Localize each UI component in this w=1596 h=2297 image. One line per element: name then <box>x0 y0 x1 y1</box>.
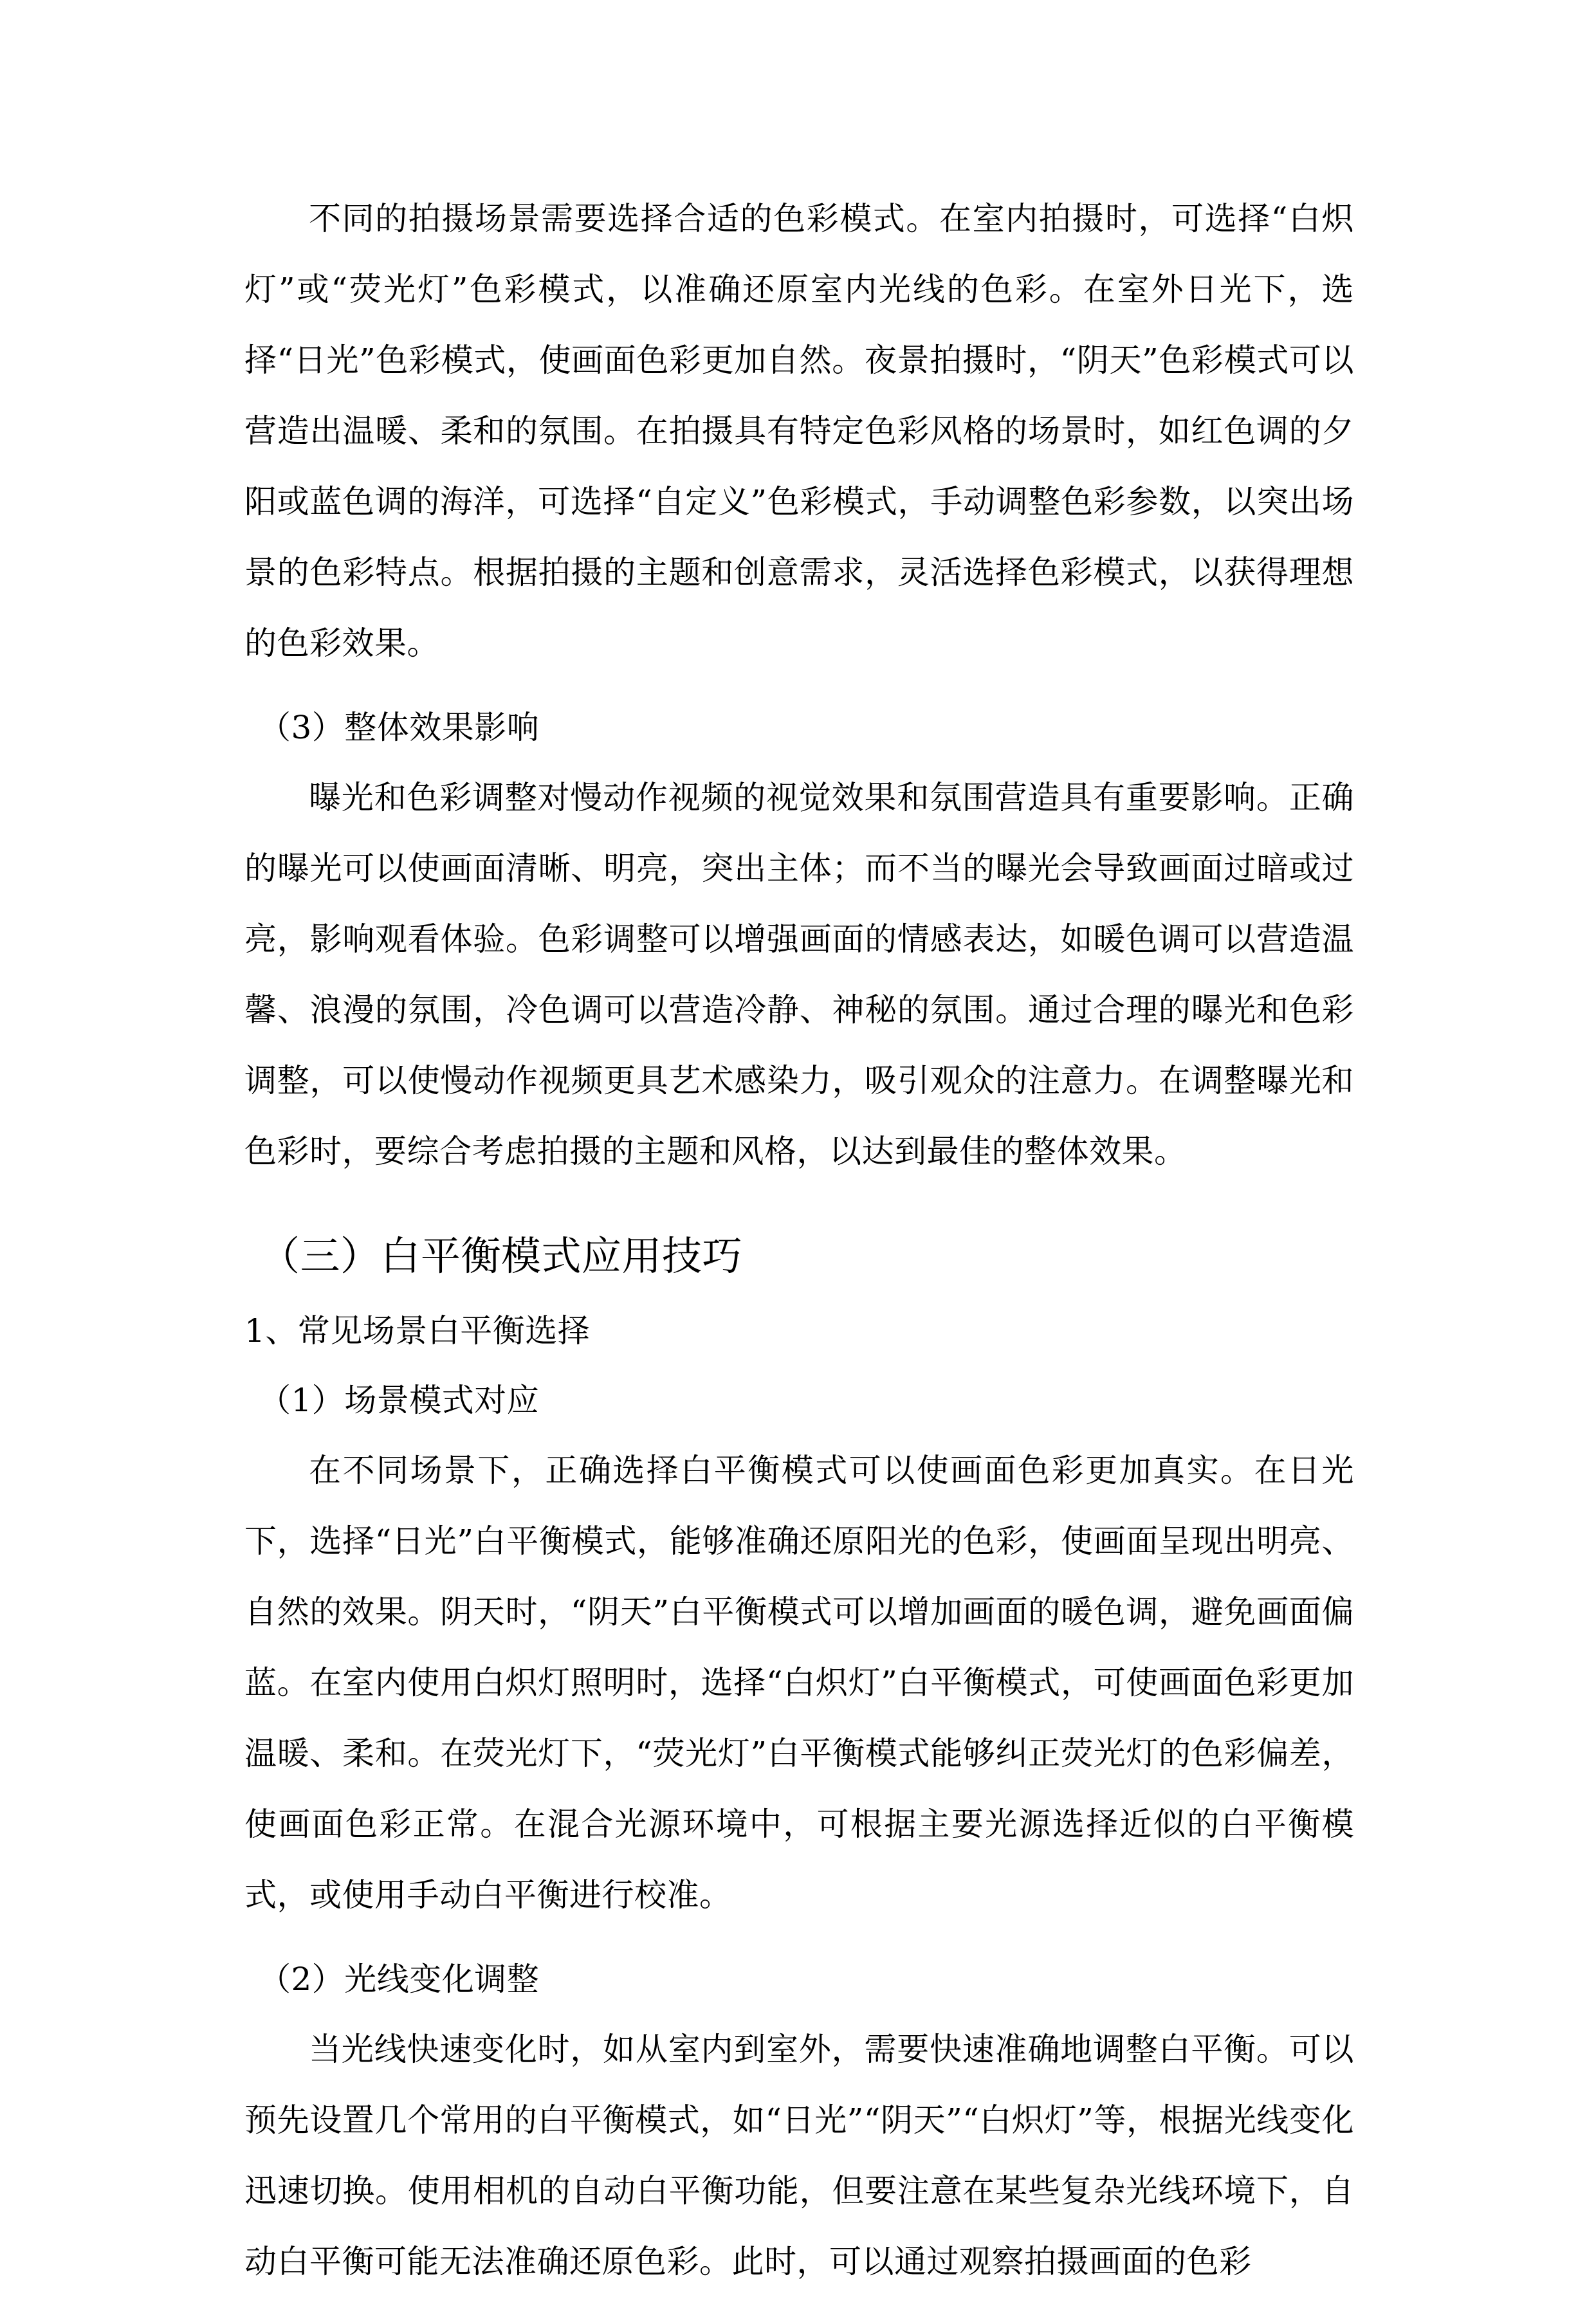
heading-light-change-adjust: （2）光线变化调整 <box>259 1961 540 1998</box>
heading-common-scene-white-balance: 1、常见场景白平衡选择 <box>244 1312 591 1350</box>
spacer <box>244 679 1354 693</box>
paragraph-light-change-adjust: 当光线快速变化时，如从室内到室外，需要快速准确地调整白平衡。可以预先设置几个常用的白平衡模式，如“日光”“阴天”“白炽灯”等，根据光线变化迅速切换。使用相机的自动白平衡功能，但要注意在某些复杂光线环境下，自动白平衡可能无法准确还原色彩。此时，可以通过观察拍摄画面的色彩 <box>244 2031 1354 2280</box>
paragraph-scene-mode-match: 在不同场景下，正确选择白平衡模式可以使画面色彩更加真实。在日光下，选择“日光”白平衡模式，能够准确还原阳光的色彩，使画面呈现出明亮、自然的效果。阴天时，“阴天”白平衡模式可以增加画面的暖色调，避免画面偏蓝。在室内使用白炽灯照明时，选择“白炽灯”白平衡模式，可使画面色彩更加温暖、柔和。在荧光灯下，“荧光灯”白平衡模式能够纠正荧光灯的色彩偏差，使画面色彩正常。在混合光源环境中，可根据主要光源选择近似的白平衡模式，或使用手动白平衡进行校准。 <box>244 1452 1354 1914</box>
heading-overall-effect: （3）整体效果影响 <box>259 709 540 746</box>
heading-scene-mode-match: （1）场景模式对应 <box>259 1382 540 1419</box>
heading-white-balance-section: （三）白平衡模式应用技巧 <box>260 1232 743 1279</box>
spacer <box>244 1187 1354 1209</box>
spacer <box>244 1930 1354 1945</box>
paragraph-color-mode-scene: 不同的拍摄场景需要选择合适的色彩模式。在室内拍摄时，可选择“白炽灯”或“荧光灯”色彩模式，以准确还原室内光线的色彩。在室外日光下，选择“日光”色彩模式，使画面色彩更加自然。夜景拍摄时，“阴天”色彩模式可以营造出温暖、柔和的氛围。在拍摄具有特定色彩风格的场景时，如红色调的夕阳或蓝色调的海洋，可选择“自定义”色彩模式，手动调整色彩参数，以突出场景的色彩特点。根据拍摄的主题和创意需求，灵活选择色彩模式，以获得理想的色彩效果。 <box>244 200 1354 662</box>
paragraph-overall-effect: 曝光和色彩调整对慢动作视频的视觉效果和氛围营造具有重要影响。正确的曝光可以使画面清晰、明亮，突出主体；而不当的曝光会导致画面过暗或过亮，影响观看体验。色彩调整可以增强画面的情感表达，如暖色调可以营造温馨、浪漫的氛围，冷色调可以营造冷静、神秘的氛围。通过合理的曝光和色彩调整，可以使慢动作视频更具艺术感染力，吸引观众的注意力。在调整曝光和色彩时，要综合考虑拍摄的主题和风格，以达到最佳的整体效果。 <box>244 779 1354 1170</box>
